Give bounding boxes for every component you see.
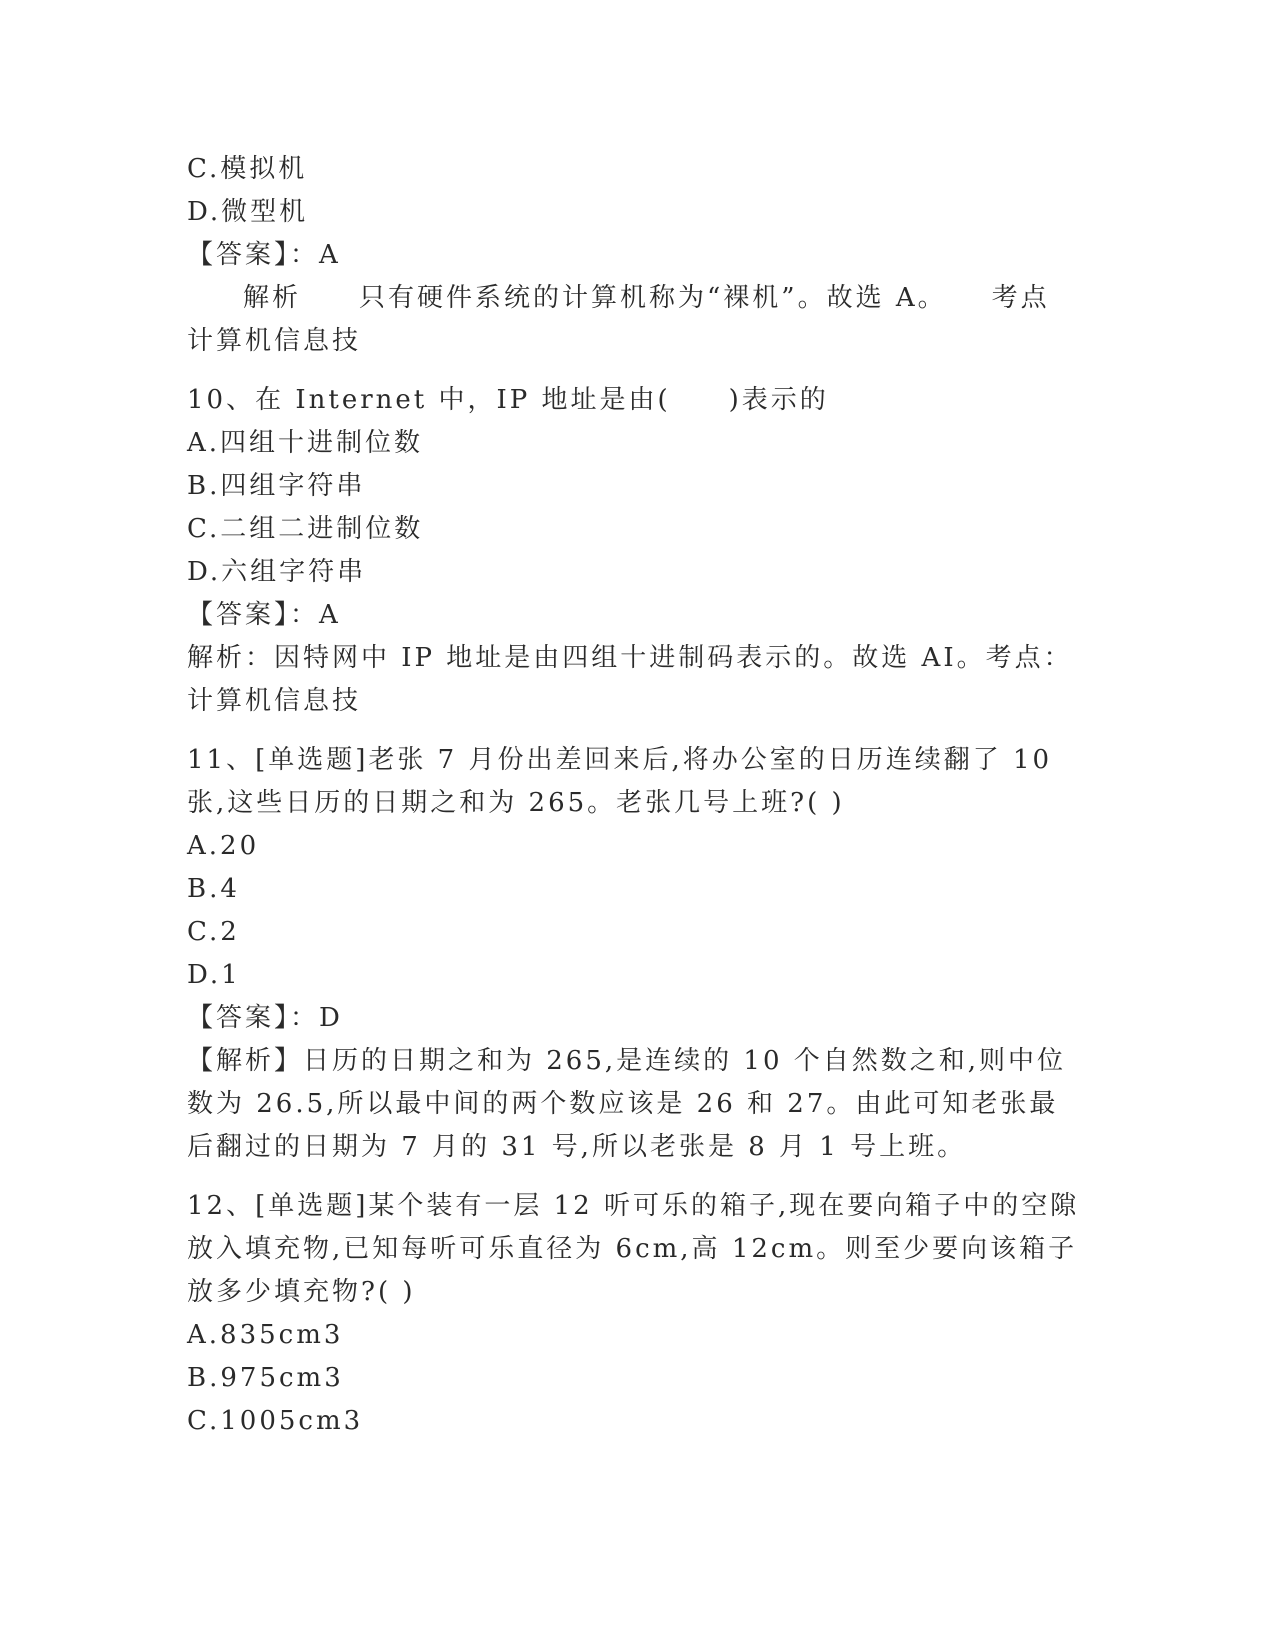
spacer xyxy=(187,1169,1087,1185)
spacer xyxy=(187,363,1087,379)
q11-option-b: B.4 xyxy=(187,874,240,904)
q12-option-b: B.975cm3 xyxy=(187,1363,344,1393)
q10-analysis: 解析：因特网中 IP 地址是由四组十进制码表示的。故选 AI。考点：计算机信息技 xyxy=(187,643,1073,716)
q12-option-a: A.835cm3 xyxy=(187,1320,344,1350)
q11-option-d: D.1 xyxy=(187,960,241,990)
q10-option-d: D.六组字符串 xyxy=(187,557,367,587)
q10-answer: 【答案】：A xyxy=(187,600,341,630)
q10-question: 10、在 Internet 中，IP 地址是由( )表示的 xyxy=(187,385,829,415)
spacer xyxy=(187,723,1087,739)
q9-answer: 【答案】：A xyxy=(187,240,341,270)
q11-answer: 【答案】：D xyxy=(187,1003,343,1033)
q10-option-c: C.二组二进制位数 xyxy=(187,514,424,544)
q11-question: 11、[单选题]老张 7 月份出差回来后,将办公室的日历连续翻了 10 张,这些日历的日期之和为 265。老张几号上班?( ) xyxy=(187,745,1053,818)
q9-option-c: C.模拟机 xyxy=(187,154,308,184)
q10-option-a: A.四组十进制位数 xyxy=(187,428,424,458)
page-content xyxy=(187,148,1087,1443)
q12-option-c: C.1005cm3 xyxy=(187,1406,364,1436)
q11-option-a: A.20 xyxy=(187,831,260,861)
q10-option-b: B.四组字符串 xyxy=(187,471,366,501)
q12-question: 12、[单选题]某个装有一层 12 听可乐的箱子,现在要向箱子中的空隙放入填充物,已知每听可乐直径为 6cm,高 12cm。则至少要向该箱子放多少填充物?( ) xyxy=(187,1191,1080,1307)
q11-option-c: C.2 xyxy=(187,917,240,947)
q9-analysis-line1: 解析 只有硬件系统的计算机称为“裸机”。故选 A。 考点 xyxy=(243,283,1050,313)
q9-option-d: D.微型机 xyxy=(187,197,309,227)
q11-analysis: 【解析】日历的日期之和为 265,是连续的 10 个自然数之和,则中位数为 26.5,所以最中间的两个数应该是 26 和 27。由此可知老张最后翻过的日期为 7 月的 31 号,所以老张是 8 月 1 号上班。 xyxy=(187,1046,1067,1162)
q9-analysis-line2: 计算机信息技 xyxy=(187,326,362,356)
